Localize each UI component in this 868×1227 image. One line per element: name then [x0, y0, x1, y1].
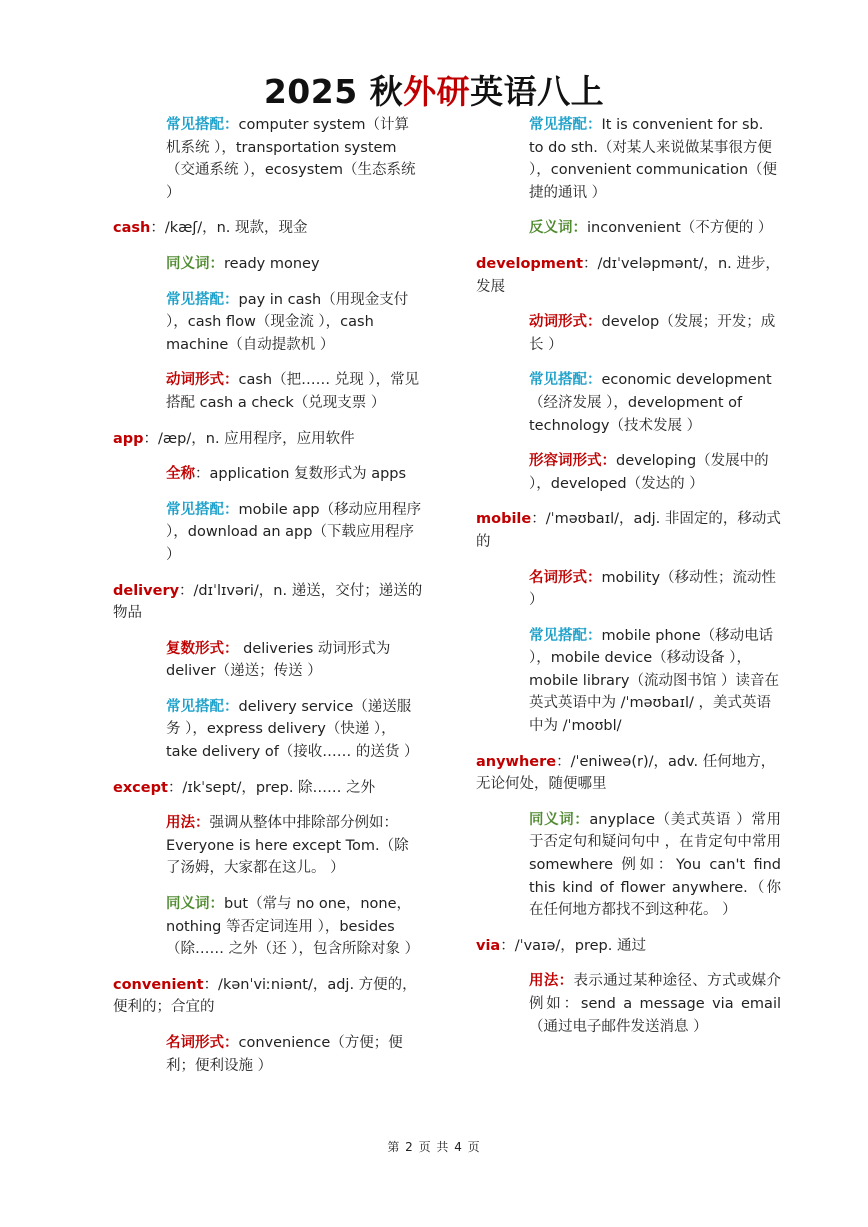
- collocation-note: 常见搭配：mobile phone（移动电话 ），mobile device（移动设备 ），mobile library（流动图书馆 ）读音在英式英语中为 /ˈməʊbaɪl/ ，美式英语中为 /ˈmoʊbl/: [529, 627, 780, 735]
- headword: development: [476, 255, 584, 272]
- headword: app: [113, 430, 144, 447]
- entry-convenient: convenient：/kənˈviːniənt/，adj. 方便的，便利的；合宜的: [113, 976, 417, 1016]
- headword: convenient: [113, 976, 204, 993]
- headword: cash: [113, 220, 151, 237]
- collocation-note: 常见搭配：delivery service（递送服务 ），express delivery（快递 ），take delivery of（接收…… 的送货 ）: [166, 698, 419, 761]
- entry-anywhere: anywhere：/ˈeniweə(r)/，adv. 任何地方，无论何处，随便哪里: [476, 753, 776, 793]
- entry-except: except：/ɪkˈsept/，prep. 除…… 之外: [113, 779, 376, 796]
- headword: except: [113, 779, 168, 796]
- left-column: [113, 114, 423, 1090]
- entry-cash: cash：/kæʃ/，n. 现款，现金: [113, 220, 308, 237]
- headword: mobile: [476, 511, 532, 528]
- synonym-note: 同义词：anyplace（美式英语 ）常用于否定句和疑问句中 ，在肯定句中常用 somewhere 例如：You can't find this kind of flower anywhere.（你在任何地方都找不到这种花。 ）: [529, 811, 781, 919]
- verb-form-note: 动词形式：develop（发展；开发；成长 ）: [529, 314, 776, 353]
- entry-development: development：/dɪˈveləpmənt/，n. 进步，发展: [476, 255, 780, 295]
- usage-note: 用法：表示通过某种途径、方式或媒介例如：send a message via email（通过电子邮件发送消息 ）: [529, 973, 781, 1035]
- page-title: 2025 秋外研英语八上: [263, 72, 605, 111]
- page-footer: 第 2 页 共 4 页: [387, 1140, 481, 1154]
- synonym-note: 同义词：ready money: [166, 255, 320, 272]
- collocation-note: 常见搭配：mobile app（移动应用程序 ），download an app（下载应用程序 ）: [166, 501, 422, 563]
- adjective-form-note: 形容词形式：developing（发展中的 ），developed（发达的 ）: [529, 453, 769, 492]
- verb-form-note: 动词形式：cash（把…… 兑现 ），常见搭配 cash a check（兑现支票 ）: [166, 372, 420, 411]
- right-column: [476, 114, 781, 1051]
- collocation-note: 常见搭配：pay in cash（用现金支付 ），cash flow（现金流 ），cash machine（自动提款机 ）: [166, 291, 409, 353]
- headword: delivery: [113, 582, 180, 599]
- entry-delivery: delivery：/dɪˈlɪvəri/，n. 递送，交付；递送的物品: [113, 582, 423, 622]
- full-name-note: 全称：application 复数形式为 apps: [166, 466, 407, 483]
- collocation-note: 常见搭配：computer system（计算机系统 ），transportation system（交通系统 ），ecosystem（生态系统 ）: [166, 117, 416, 201]
- entry-mobile: mobile：/ˈməʊbaɪl/，adj. 非固定的，移动式的: [476, 511, 781, 550]
- synonym-note: 同义词：but（常与 no one，none，nothing 等否定词连用 ），besides（除…… 之外（还 ），包含所除对象 ）: [166, 896, 420, 958]
- plural-form-note: 复数形式： deliveries 动词形式为 deliver（递送；传送 ）: [166, 640, 391, 680]
- collocation-note: 常见搭配：economic development（经济发展 ），development of technology（技术发展 ）: [529, 372, 772, 434]
- antonym-note: 反义词：inconvenient（不方便的 ）: [529, 220, 773, 237]
- noun-form-note: 名词形式：mobility（移动性；流动性 ）: [529, 569, 777, 609]
- collocation-note: 常见搭配：It is convenient for sb. to do sth.（对某人来说做某事很方便 ），convenient communication（便捷的通讯 ）: [529, 117, 778, 201]
- noun-form-note: 名词形式：convenience（方便；便利；便利设施 ）: [166, 1035, 403, 1074]
- entry-via: via：/ˈvaɪə/，prep. 通过: [476, 937, 646, 954]
- usage-note: 用法：强调从整体中排除部分例如：Everyone is here except Tom.（除了汤姆，大家都在这儿。 ）: [166, 815, 409, 877]
- headword: via: [476, 937, 501, 954]
- headword: anywhere: [476, 753, 557, 770]
- entry-app: app：/æp/，n. 应用程序，应用软件: [113, 430, 355, 447]
